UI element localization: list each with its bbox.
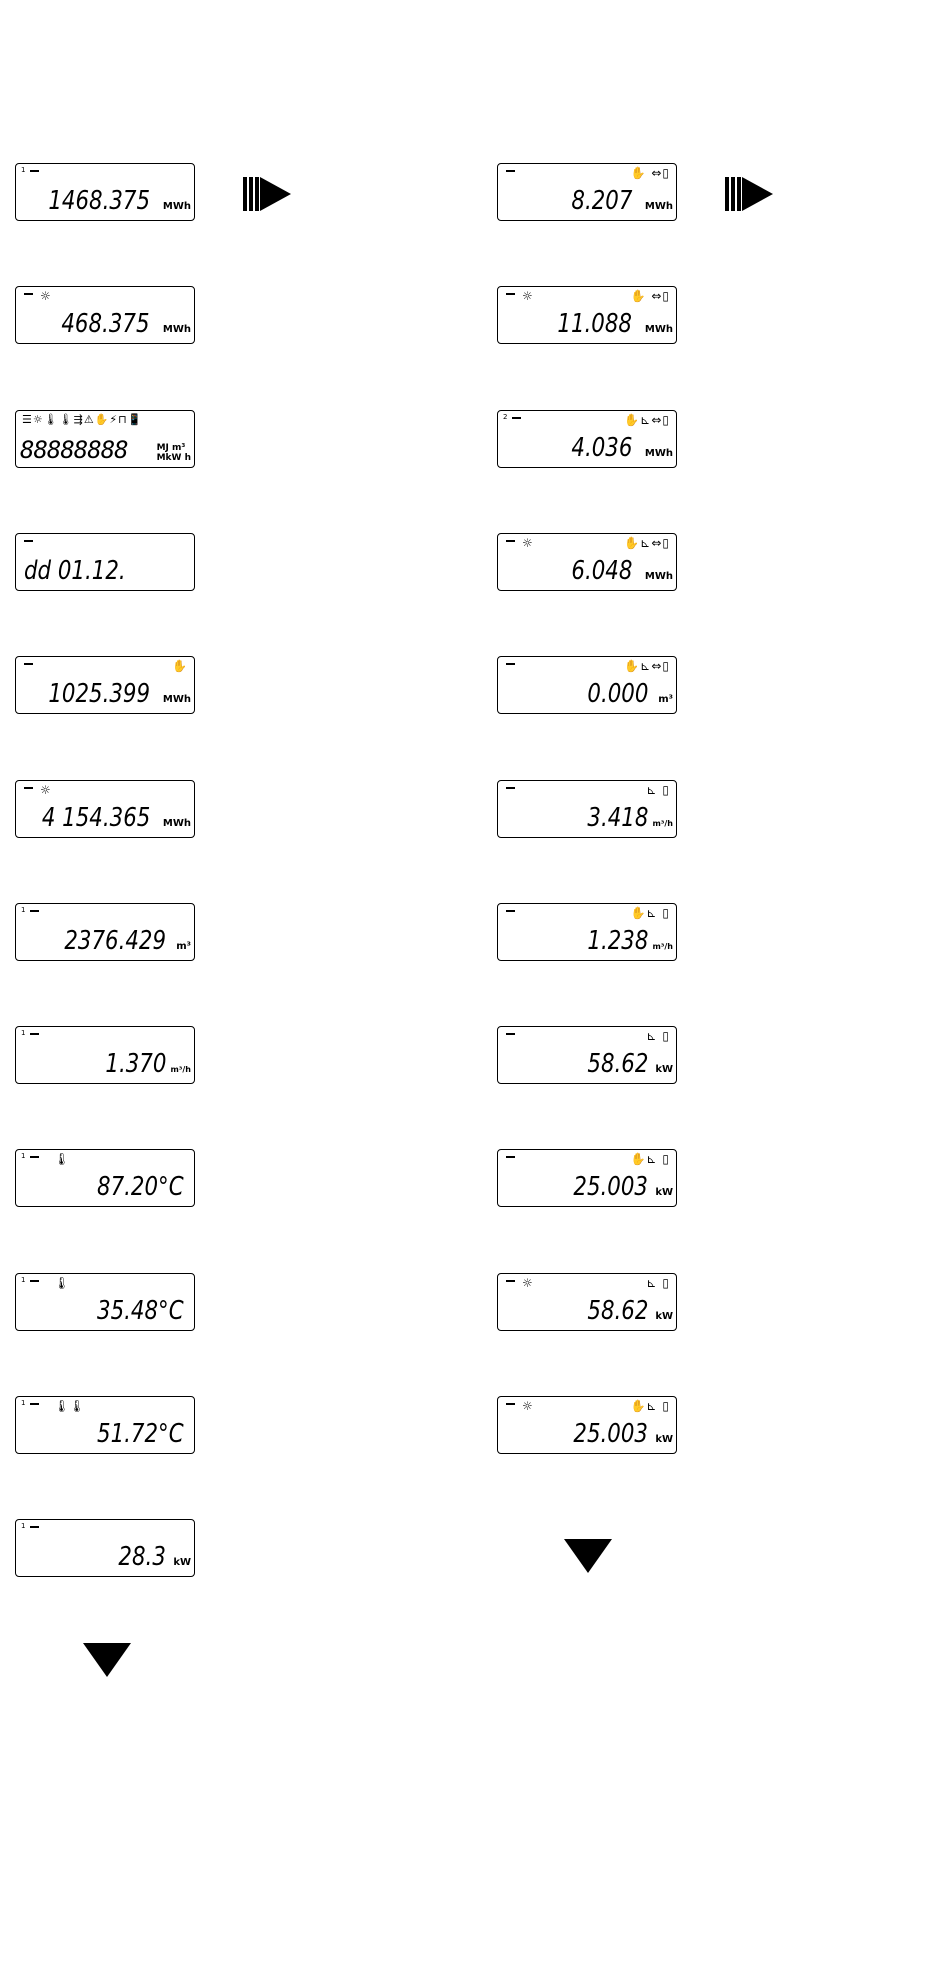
- dash-segment-icon: [30, 1280, 39, 1282]
- loop-indicator: 1: [21, 1522, 26, 1530]
- lcd-value: 25.003: [573, 1419, 648, 1449]
- dash-segment-icon: [24, 540, 33, 542]
- loop-indicator: 1: [21, 906, 26, 914]
- lcd-panel: [15, 656, 195, 714]
- loop-indicator: 1: [21, 1399, 26, 1407]
- lcd-unit: kW: [655, 1187, 673, 1198]
- lcd-unit: MWh: [162, 818, 191, 829]
- lcd-value: 468.375: [61, 309, 150, 339]
- lcd-value: 6.048: [570, 556, 632, 586]
- loop-indicator: 1: [21, 1029, 26, 1037]
- lcd-unit: m³/h: [652, 942, 673, 951]
- lcd-panel: [15, 1026, 195, 1084]
- lcd-value: 51.72°C: [97, 1419, 184, 1449]
- lcd-panel: [15, 780, 195, 838]
- status-icons-left: ☼: [522, 536, 533, 550]
- lcd-panel: [497, 1149, 677, 1207]
- dash-segment-icon: [506, 910, 515, 912]
- lcd-unit: m³/h: [652, 819, 673, 828]
- lcd-panel: [497, 1026, 677, 1084]
- triangle-down-icon-left: [83, 1643, 131, 1677]
- dash-segment-icon: [30, 1156, 39, 1158]
- dash-segment-icon: [30, 1526, 39, 1528]
- lcd-value: 8.207: [570, 186, 632, 216]
- dash-segment-icon: [506, 540, 515, 542]
- dash-segment-icon: [24, 787, 33, 789]
- lcd-unit: MWh: [644, 201, 673, 212]
- status-icons-left: ☼: [522, 289, 533, 303]
- lcd-value: 58.62: [586, 1049, 648, 1079]
- loop-indicator: 1: [21, 1152, 26, 1160]
- lcd-unit: m³/h: [170, 1065, 191, 1074]
- lcd-unit: MWh: [644, 324, 673, 335]
- status-icons-right: ✋⊾ ▯: [630, 906, 670, 920]
- loop-indicator: 2: [503, 413, 508, 421]
- status-icons-right: ⊾ ▯: [646, 783, 670, 797]
- segment-test-units: MJ m³ MkW h: [156, 443, 191, 463]
- lcd-panel: [15, 286, 195, 344]
- lcd-panel: [497, 1273, 677, 1331]
- dash-segment-icon: [24, 663, 33, 665]
- play-next-icon-right: [725, 175, 775, 213]
- status-icons-right: ✋ ⇔▯: [630, 289, 670, 303]
- lcd-unit: kW: [655, 1434, 673, 1445]
- loop-indicator: 1: [21, 1276, 26, 1284]
- status-icons-right: ✋⊾⇔▯: [624, 659, 670, 673]
- lcd-value: 28.3: [118, 1542, 166, 1572]
- loop-indicator: 1: [21, 166, 26, 174]
- dash-segment-icon: [506, 170, 515, 172]
- lcd-value: 35.48°C: [97, 1296, 184, 1326]
- lcd-value: 1468.375: [48, 186, 150, 216]
- lcd-panel: [497, 656, 677, 714]
- lcd-panel: [497, 410, 677, 468]
- status-icons-left: 🌡: [54, 1276, 70, 1290]
- lcd-panel: [497, 163, 677, 221]
- dash-segment-icon: [506, 1280, 515, 1282]
- dash-segment-icon: [506, 663, 515, 665]
- dash-segment-icon: [506, 1156, 515, 1158]
- lcd-panel: [15, 1149, 195, 1207]
- segment-test-value: 88888888: [20, 436, 128, 464]
- lcd-value: 0.000: [586, 679, 648, 709]
- status-icons-right: ✋ ⇔▯: [630, 166, 670, 180]
- lcd-unit: MWh: [162, 201, 191, 212]
- lcd-value: 25.003: [573, 1172, 648, 1202]
- status-icons-left: ☼: [40, 783, 51, 797]
- dash-segment-icon: [506, 1403, 515, 1405]
- status-icons-right: ⊾ ▯: [646, 1276, 670, 1290]
- status-icons-left: 🌡🌡: [54, 1399, 85, 1413]
- lcd-unit: m³: [176, 941, 191, 952]
- lcd-panel: [15, 410, 195, 468]
- segment-test-symbols: ☰☼🌡🌡⇶⚠✋⚡⊓📱: [22, 413, 143, 426]
- status-icons-right: ✋⊾⇔▯: [624, 536, 670, 550]
- status-icons-left: ☼: [40, 289, 51, 303]
- status-icons-right: ⊾ ▯: [646, 1029, 670, 1043]
- status-icons-left: ☼: [522, 1276, 533, 1290]
- lcd-unit: kW: [655, 1311, 673, 1322]
- lcd-panel: [15, 1396, 195, 1454]
- lcd-value: 58.62: [586, 1296, 648, 1326]
- lcd-unit: MWh: [162, 324, 191, 335]
- lcd-value: 1.370: [104, 1049, 166, 1079]
- lcd-value: 3.418: [586, 803, 648, 833]
- dash-segment-icon: [30, 910, 39, 912]
- dash-segment-icon: [506, 293, 515, 295]
- lcd-value: 2376.429: [64, 926, 166, 956]
- lcd-value: 4 154.365: [41, 803, 150, 833]
- status-icons-right: ✋⊾ ▯: [630, 1152, 670, 1166]
- lcd-unit: MWh: [644, 571, 673, 582]
- lcd-panel: [15, 533, 195, 591]
- dash-segment-icon: [30, 170, 39, 172]
- lcd-panel: [15, 1273, 195, 1331]
- lcd-panel: [15, 903, 195, 961]
- lcd-value: 4.036: [570, 433, 632, 463]
- lcd-unit: kW: [655, 1064, 673, 1075]
- play-next-icon-left: [243, 175, 293, 213]
- lcd-panel: [15, 163, 195, 221]
- lcd-panel: [497, 903, 677, 961]
- dash-segment-icon: [512, 417, 521, 419]
- lcd-unit: MWh: [162, 694, 191, 705]
- status-icons-right: ✋⊾⇔▯: [624, 413, 670, 427]
- dash-segment-icon: [506, 1033, 515, 1035]
- status-icons-right: ✋: [172, 659, 188, 673]
- lcd-panel: [497, 286, 677, 344]
- lcd-value: 11.088: [557, 309, 632, 339]
- status-icons-left: ☼: [522, 1399, 533, 1413]
- lcd-value: dd 01.12.: [24, 556, 126, 586]
- lcd-value: 87.20°C: [97, 1172, 184, 1202]
- dash-segment-icon: [30, 1033, 39, 1035]
- lcd-unit: m³: [658, 694, 673, 705]
- dash-segment-icon: [24, 293, 33, 295]
- status-icons-left: 🌡: [54, 1152, 70, 1166]
- lcd-panel: [497, 780, 677, 838]
- lcd-unit: kW: [173, 1557, 191, 1568]
- lcd-value: 1025.399: [48, 679, 150, 709]
- lcd-value: 1.238: [586, 926, 648, 956]
- lcd-panel: [497, 533, 677, 591]
- status-icons-right: ✋⊾ ▯: [630, 1399, 670, 1413]
- lcd-panel: [497, 1396, 677, 1454]
- triangle-down-icon-right: [564, 1539, 612, 1573]
- dash-segment-icon: [506, 787, 515, 789]
- lcd-panel: [15, 1519, 195, 1577]
- dash-segment-icon: [30, 1403, 39, 1405]
- lcd-unit: MWh: [644, 448, 673, 459]
